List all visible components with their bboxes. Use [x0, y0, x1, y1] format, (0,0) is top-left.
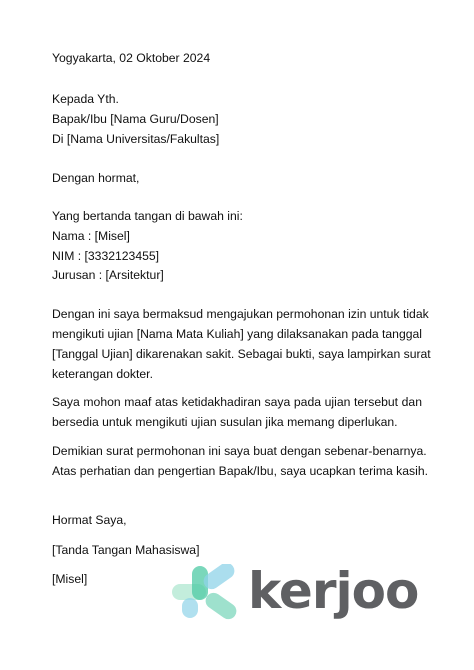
paragraph-1-row: Dengan ini saya bermaksud mengajukan permohonan izin untuk tidak [52, 307, 429, 321]
closing: Hormat Saya, [52, 513, 127, 527]
paragraph-1 [52, 304, 431, 384]
recipient-line-2: Bapak/Ibu [Nama Guru/Dosen] [52, 112, 219, 126]
paragraph-1-row: keterangan dokter. [52, 367, 153, 381]
field-jurusan: Jurusan : [Arsitektur] [52, 268, 164, 282]
paragraph-3-row: Demikian surat permohonan ini saya buat dengan sebenar-benarnya. [52, 444, 427, 458]
recipient-line-1: Kepada Yth. [52, 92, 119, 106]
signature-placeholder: [Tanda Tangan Mahasiswa] [52, 543, 200, 557]
recipient-line-3: Di [Nama Universitas/Fakultas] [52, 132, 220, 146]
field-nim: NIM : [3332123455] [52, 249, 160, 263]
paragraph-1-row: [Tanggal Ujian] dikarenakan sakit. Sebagai bukti, saya lampirkan surat [52, 347, 431, 361]
kerjoo-logo-text: kerjoo [248, 562, 419, 620]
field-nama: Nama : [Misel] [52, 229, 130, 243]
place-date: Yogyakarta, 02 Oktober 2024 [52, 51, 211, 65]
paragraph-1-row: mengikuti ujian [Nama Mata Kuliah] yang dilaksanakan pada tanggal [52, 327, 422, 341]
paragraph-2 [52, 392, 422, 432]
kerjoo-logo-mark-icon [170, 564, 240, 620]
greeting: Dengan hormat, [52, 171, 140, 185]
paragraph-2-row: Saya mohon maaf atas ketidakhadiran saya pada ujian tersebut dan [52, 395, 422, 409]
kerjoo-watermark [170, 560, 440, 622]
signer-name: [Misel] [52, 572, 88, 586]
intro-line: Yang bertanda tangan di bawah ini: [52, 209, 243, 223]
paragraph-2-row: bersedia untuk mengikuti ujian susulan jika memang diperlukan. [52, 415, 398, 429]
paragraph-3 [52, 441, 429, 481]
paragraph-3-row: Atas perhatian dan pengertian Bapak/Ibu, saya ucapkan terima kasih. [52, 464, 429, 478]
